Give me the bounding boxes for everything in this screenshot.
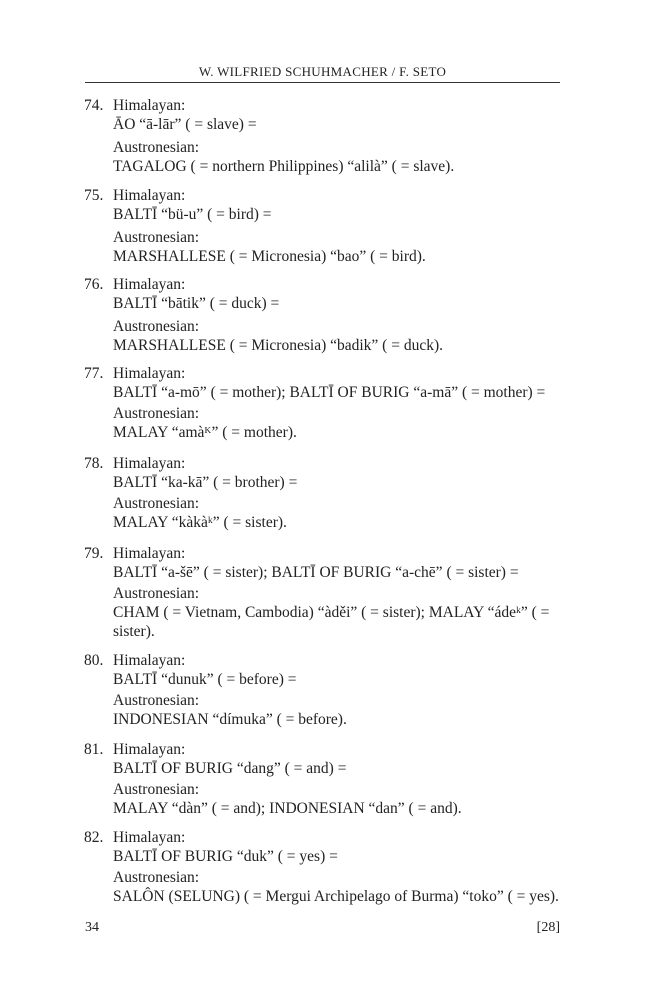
himalayan-text: BALTĪ “dunuk” ( = before) = [113,671,297,688]
himalayan-text: BALTĪ OF BURIG “duk” ( = yes) = [113,848,338,865]
austronesian-label: Austronesian: [113,139,200,156]
himalayan-label: Himalayan: [113,365,186,382]
himalayan-label: Himalayan: [113,455,186,472]
austronesian-label: Austronesian: [113,318,200,335]
himalayan-text: BALTĪ “bātik” ( = duck) = [113,295,280,312]
himalayan-label: Himalayan: [113,741,186,758]
entry-number: 79. [84,545,104,562]
austronesian-text: MALAY “kàkàᵏ” ( = sister). [113,514,287,531]
himalayan-text: BALTĪ “ka-kā” ( = brother) = [113,474,298,491]
entry-number: 81. [84,741,104,758]
entry-number: 77. [84,365,104,382]
original-page-number: [28] [536,920,560,935]
austronesian-text: TAGALOG ( = northern Philippines) “alilà” ( = slave). [113,158,455,175]
austronesian-text: MARSHALLESE ( = Micronesia) “bao” ( = bird). [113,248,426,265]
himalayan-text: BALTĪ “bü-u” ( = bird) = [113,206,272,223]
entry-number: 74. [84,97,104,114]
austronesian-text: INDONESIAN “dímuka” ( = before). [113,711,347,728]
himalayan-label: Himalayan: [113,652,186,669]
austronesian-text: MARSHALLESE ( = Micronesia) “badik” ( = duck). [113,337,443,354]
page-number: 34 [85,920,99,935]
austronesian-text: MALAY “amàᴷ” ( = mother). [113,424,297,441]
running-head: W. WILFRIED SCHUHMACHER / F. SETO [198,64,447,79]
austronesian-label: Austronesian: [113,229,200,246]
austronesian-text: CHAM ( = Vietnam, Cambodia) “àděi” ( = sister); MALAY “ádeᵏ” ( = sister). [113,604,550,640]
austronesian-label: Austronesian: [113,495,200,512]
himalayan-text: BALTĪ OF BURIG “dang” ( = and) = [113,760,347,777]
entry-number: 75. [84,187,104,204]
entry-number: 76. [84,276,104,293]
entry-number: 78. [84,455,104,472]
austronesian-label: Austronesian: [113,405,200,422]
austronesian-text: MALAY “dàn” ( = and); INDONESIAN “dan” ( = and). [113,800,462,817]
austronesian-label: Austronesian: [113,585,200,602]
himalayan-text: BALTĪ “a-šē” ( = sister); BALTĪ OF BURIG “a-chē” ( = sister) = [113,564,519,581]
himalayan-label: Himalayan: [113,829,186,846]
himalayan-label: Himalayan: [113,97,186,114]
austronesian-text: SALÔN (SELUNG) ( = Mergui Archipelago of Burma) “toko” ( = yes). [113,888,559,905]
entry-number: 82. [84,829,104,846]
entry-number: 80. [84,652,104,669]
austronesian-label: Austronesian: [113,781,200,798]
himalayan-label: Himalayan: [113,545,186,562]
himalayan-label: Himalayan: [113,187,186,204]
austronesian-label: Austronesian: [113,692,200,709]
austronesian-label: Austronesian: [113,869,200,886]
header-rule [85,82,560,83]
himalayan-text: ĀO “ā-lār” ( = slave) = [113,116,257,133]
himalayan-text: BALTĪ “a-mō” ( = mother); BALTĪ OF BURIG “a-mā” ( = mother) = [113,384,546,401]
himalayan-label: Himalayan: [113,276,186,293]
